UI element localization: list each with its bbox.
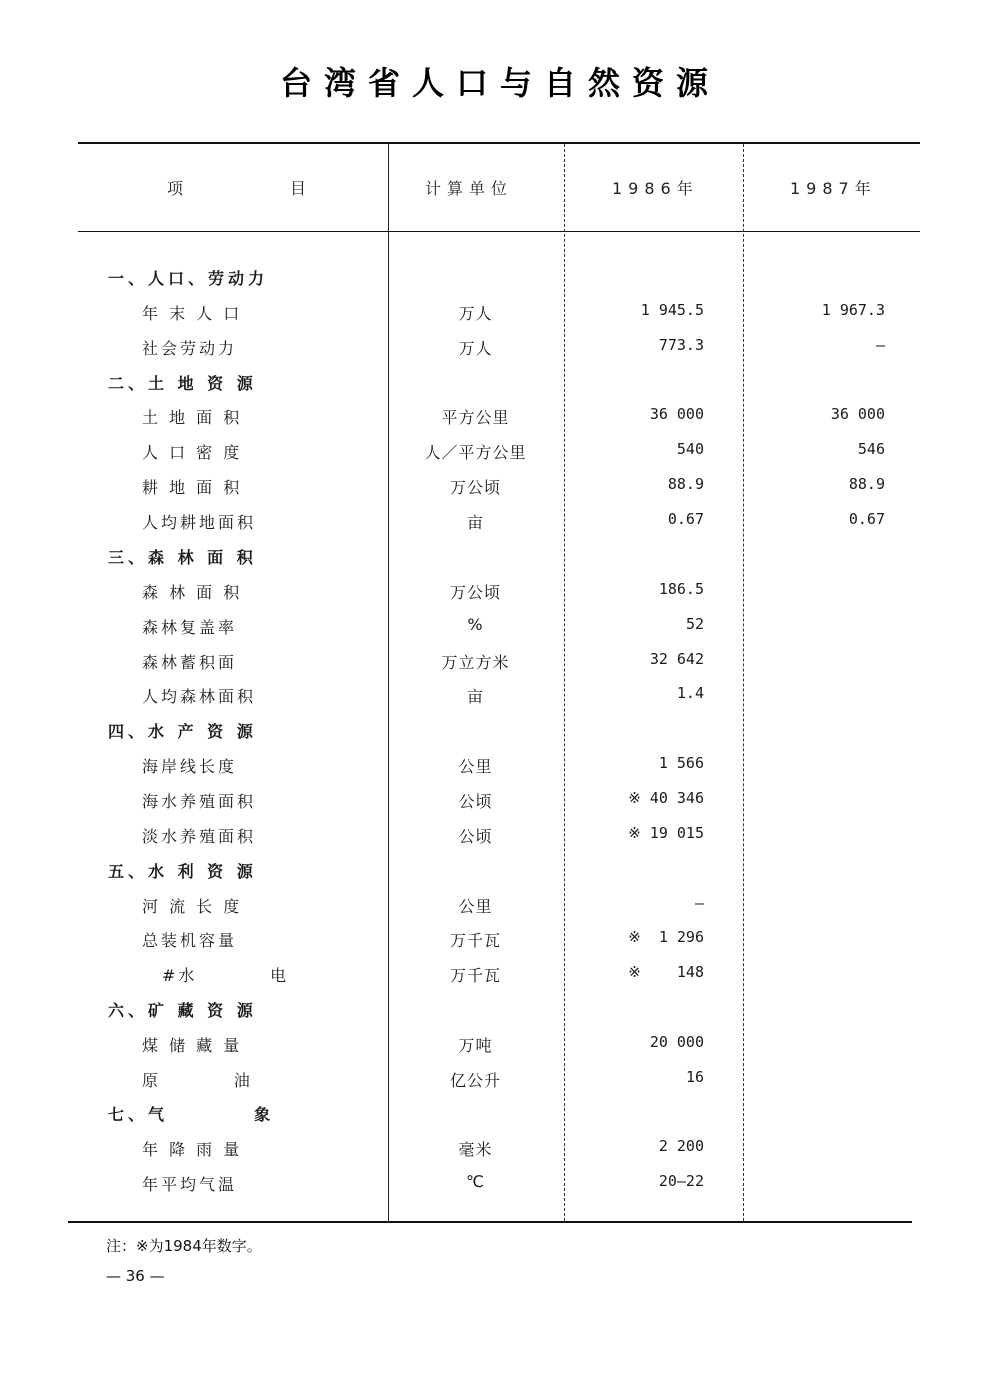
table-row [0, 1033, 1000, 1067]
unit-cell: 亿公升 [449, 1071, 501, 1090]
item-label: 耕 地 面 积 [142, 478, 243, 497]
value-1986: 1 566 [658, 754, 704, 772]
section-label: 一、人口、劳动力 [108, 269, 269, 288]
table-row [0, 336, 1000, 370]
section-label: 七、气 象 [108, 1105, 275, 1124]
page-number: — 36 — [106, 1267, 165, 1285]
unit-cell: ℃ [466, 1172, 485, 1191]
value-1987: 1 967.3 [821, 301, 885, 319]
unit-cell: 万吨 [458, 1036, 493, 1055]
item-label: 年 末 人 口 [142, 304, 243, 323]
value-1987: 88.9 [848, 475, 885, 493]
value-1986: ※ 19 015 [628, 824, 704, 842]
table-row [0, 1172, 1000, 1206]
header-item-right: 目 [290, 179, 313, 198]
item-label: 原 油 [142, 1071, 253, 1090]
value-1987: 546 [857, 440, 885, 458]
header-unit: 计算单位 [425, 179, 514, 198]
section-label: 五、水 利 资 源 [108, 862, 257, 881]
unit-cell: 亩 [466, 513, 484, 532]
unit-cell: 万人 [458, 339, 493, 358]
unit-cell: 平方公里 [441, 408, 510, 427]
item-label: 海岸线长度 [142, 757, 238, 776]
item-label: 社会劳动力 [142, 339, 238, 358]
table-row [0, 615, 1000, 649]
value-1987: 36 000 [830, 405, 885, 423]
item-label: 人均耕地面积 [142, 513, 257, 532]
unit-cell: 万立方米 [441, 653, 510, 672]
table-row [0, 684, 1000, 718]
unit-cell: % [467, 615, 484, 634]
item-label: 人均森林面积 [142, 687, 257, 706]
table-row [0, 789, 1000, 823]
item-label: 淡水养殖面积 [142, 827, 257, 846]
item-label: 煤 储 藏 量 [142, 1036, 243, 1055]
value-1986: ※ 1 296 [628, 928, 704, 946]
unit-cell: 万人 [458, 304, 493, 323]
value-1986: ※ 40 346 [628, 789, 704, 807]
item-label: 年 降 雨 量 [142, 1140, 243, 1159]
table-row [0, 510, 1000, 544]
header-1986: 1986年 [612, 179, 699, 198]
table-row [0, 963, 1000, 997]
value-1986: 0.67 [667, 510, 704, 528]
value-1986: 540 [676, 440, 704, 458]
header-item-left: 项 [167, 179, 190, 198]
value-1986: 1.4 [676, 684, 704, 702]
section-row [0, 719, 1000, 753]
header-1987: 1987年 [790, 179, 877, 198]
value-1986: 20 000 [649, 1033, 704, 1051]
item-label: 年平均气温 [142, 1175, 238, 1194]
section-label: 四、水 产 资 源 [108, 722, 257, 741]
unit-cell: 公顷 [458, 827, 493, 846]
unit-cell: 公里 [458, 757, 493, 776]
unit-cell: 公里 [458, 897, 493, 916]
item-label: 森林蓄积面 [142, 653, 238, 672]
table-row [0, 405, 1000, 439]
section-row [0, 371, 1000, 405]
table-row [0, 894, 1000, 928]
value-1986: 773.3 [658, 336, 704, 354]
section-label: 二、土 地 资 源 [108, 374, 257, 393]
unit-cell: 亩 [466, 687, 484, 706]
value-1986: ※ 148 [628, 963, 704, 981]
table-row [0, 754, 1000, 788]
table-row [0, 475, 1000, 509]
table-row [0, 824, 1000, 858]
item-label: 海水养殖面积 [142, 792, 257, 811]
value-1986: 16 [685, 1068, 704, 1086]
section-row [0, 859, 1000, 893]
page-title: 台湾省人口与自然资源 [279, 64, 720, 102]
unit-cell: 万千瓦 [449, 966, 501, 985]
table-bottom-rule [68, 1221, 912, 1223]
unit-cell: 毫米 [458, 1140, 493, 1159]
table-top-rule [78, 142, 920, 144]
value-1986: 36 000 [649, 405, 704, 423]
item-label: 河 流 长 度 [142, 897, 243, 916]
table-row [0, 1137, 1000, 1171]
section-label: 三、森 林 面 积 [108, 548, 257, 567]
footnote: 注：※为1984年数字。 [106, 1237, 262, 1255]
unit-cell: 万公顷 [449, 583, 501, 602]
value-1986: 2 200 [658, 1137, 704, 1155]
table-row [0, 440, 1000, 474]
section-row [0, 998, 1000, 1032]
value-1986: 20—22 [658, 1172, 704, 1190]
section-row [0, 1102, 1000, 1136]
unit-cell: 公顷 [458, 792, 493, 811]
value-1986: 1 945.5 [640, 301, 704, 319]
section-row [0, 545, 1000, 579]
section-label: 六、矿 藏 资 源 [108, 1001, 257, 1020]
header-bottom-rule [78, 231, 920, 232]
value-1986: 52 [685, 615, 704, 633]
table-row [0, 301, 1000, 335]
value-1986: 32 642 [649, 650, 704, 668]
value-1987: — [875, 336, 885, 354]
unit-cell: 万千瓦 [449, 931, 501, 950]
value-1986: 88.9 [667, 475, 704, 493]
item-label: 土 地 面 积 [142, 408, 243, 427]
value-1987: 0.67 [848, 510, 885, 528]
table-row [0, 580, 1000, 614]
item-label: #水 电 [162, 966, 290, 985]
item-label: 森 林 面 积 [142, 583, 243, 602]
item-label: 人 口 密 度 [142, 443, 243, 462]
table-row [0, 1068, 1000, 1102]
item-label: 森林复盖率 [142, 618, 238, 637]
section-row [0, 266, 1000, 300]
item-label: 总装机容量 [142, 931, 238, 950]
value-1986: 186.5 [658, 580, 704, 598]
table-row [0, 928, 1000, 962]
value-1986: — [694, 894, 704, 912]
unit-cell: 人／平方公里 [424, 443, 527, 462]
table-row [0, 650, 1000, 684]
unit-cell: 万公顷 [449, 478, 501, 497]
